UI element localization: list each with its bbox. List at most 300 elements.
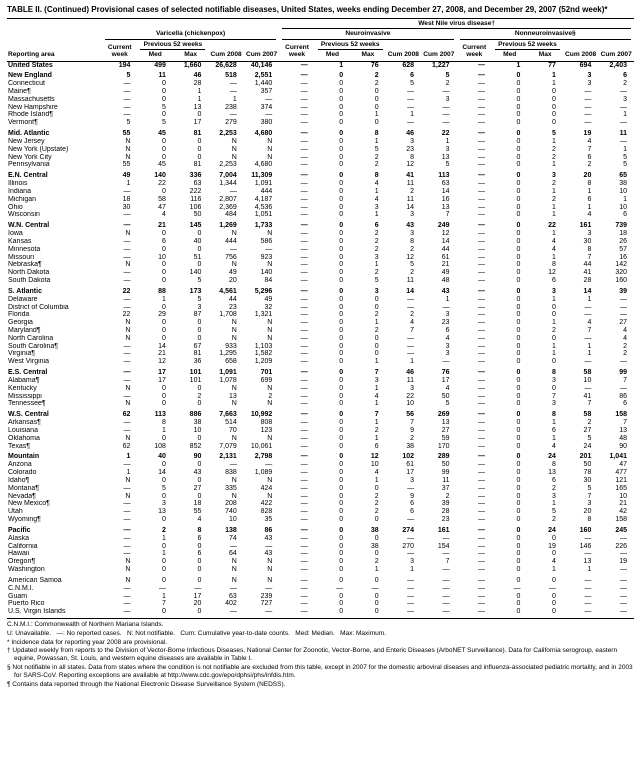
value-cell: 0 [162, 558, 166, 566]
value-cell: 0 [162, 576, 166, 584]
value-cell: — [123, 269, 131, 277]
value-cell: 14 [158, 342, 166, 350]
table-row [7, 350, 634, 358]
value-cell: — [265, 111, 273, 119]
value-cell: 808 [260, 419, 273, 427]
reporting-area-cell: Arizona [8, 461, 32, 469]
value-cell: 0 [339, 153, 344, 161]
value-cell: 14 [583, 287, 592, 295]
col-header-current-week: Current week [107, 43, 132, 59]
value-cell: 11,309 [251, 172, 273, 180]
value-cell: 1 [162, 295, 166, 303]
table-row [7, 435, 634, 443]
footnotes [7, 618, 634, 688]
value-cell: 2 [587, 161, 592, 169]
value-cell: 26,628 [208, 61, 243, 69]
value-cell: 0 [516, 277, 521, 285]
value-cell: N [125, 384, 131, 392]
reporting-area-cell: Texas¶ [8, 442, 31, 450]
table-row [7, 196, 634, 204]
value-cell: 0 [339, 342, 344, 350]
value-cell: 2,403 [598, 61, 634, 69]
value-cell: 0 [197, 261, 202, 269]
value-cell: 1 [551, 342, 556, 350]
value-cell: 0 [374, 534, 379, 542]
table-row [7, 450, 634, 461]
table-row [7, 96, 634, 104]
value-cell: 12 [548, 269, 556, 277]
value-cell: 0 [339, 187, 344, 195]
value-cell: 0 [162, 87, 166, 95]
reporting-area-cell: New York City [8, 153, 52, 161]
value-cell: 424 [260, 484, 273, 492]
value-cell: — [123, 534, 131, 542]
value-cell: 59 [441, 434, 450, 442]
value-cell: N [267, 566, 273, 574]
table-row [7, 146, 634, 154]
value-cell: 0 [516, 550, 521, 558]
value-cell: — [477, 584, 485, 592]
value-cell: — [477, 111, 485, 119]
value-cell: — [620, 534, 627, 542]
value-cell: 8 [410, 153, 415, 161]
reporting-area-cell: Rhode Island¶ [8, 111, 54, 119]
value-cell: 0 [162, 187, 166, 195]
value-cell: 0 [551, 103, 556, 111]
value-cell: 37 [441, 484, 450, 492]
value-cell: 0 [197, 476, 202, 484]
value-cell: 13 [158, 508, 166, 516]
value-cell: 1,269 [219, 222, 237, 230]
value-cell: 74 [229, 534, 237, 542]
value-cell: — [300, 526, 308, 534]
value-cell: — [477, 261, 485, 269]
value-cell: 0 [374, 608, 379, 616]
value-cell: 0 [374, 516, 379, 524]
value-cell: 0 [516, 369, 521, 377]
value-cell: — [300, 576, 308, 584]
value-cell: 165 [615, 484, 627, 492]
value-cell: 2 [587, 419, 592, 427]
value-cell: 0 [197, 492, 202, 500]
value-cell: 0 [339, 411, 344, 419]
value-cell: 1 [126, 453, 131, 461]
value-cell: 8 [587, 245, 592, 253]
value-cell: — [477, 277, 485, 285]
value-cell: 0 [339, 426, 344, 434]
value-cell: — [300, 453, 308, 461]
value-cell: — [123, 350, 131, 358]
value-cell: 249 [437, 222, 450, 230]
value-cell: 50 [583, 461, 592, 469]
table-body [7, 61, 634, 616]
value-cell: — [123, 500, 131, 508]
table-row [7, 69, 634, 80]
value-cell: 2 [410, 187, 415, 195]
value-cell: 0 [374, 334, 379, 342]
value-cell: — [442, 566, 450, 574]
value-cell: 7,663 [219, 411, 237, 419]
reporting-area-cell: Mountain [8, 453, 40, 461]
table-row [7, 358, 634, 366]
value-cell: 477 [615, 469, 627, 477]
value-cell: 2 [551, 516, 556, 524]
value-cell: 13 [548, 469, 556, 477]
value-cell: 1 [623, 195, 627, 203]
value-cell: 3 [551, 376, 556, 384]
value-cell: — [300, 476, 308, 484]
value-cell: — [300, 95, 308, 103]
value-cell: — [477, 161, 485, 169]
value-cell: 63 [193, 180, 202, 188]
value-cell: — [407, 119, 415, 127]
value-cell: 3 [587, 230, 592, 238]
table-row [7, 335, 634, 343]
value-cell: 28 [193, 80, 202, 88]
value-cell: — [123, 516, 131, 524]
table-row [7, 469, 634, 477]
table-row [7, 188, 634, 196]
value-cell: — [123, 369, 131, 377]
value-cell: 0 [374, 550, 379, 558]
value-cell: — [229, 608, 237, 616]
value-cell: 3 [445, 311, 450, 319]
value-cell: 0 [339, 376, 344, 384]
value-cell: 335 [225, 484, 237, 492]
value-cell: 8 [551, 261, 556, 269]
value-cell: N [231, 319, 237, 327]
value-cell: — [442, 550, 450, 558]
value-cell: — [229, 80, 237, 88]
value-cell: 11 [406, 195, 415, 203]
footnote-legend: U: Unavailable. —: No reported cases. N: Not notifiable. Cum: Cumulative year-to-date counts. Med: Median. Max: Maximum. [7, 629, 386, 637]
value-cell: 24 [583, 442, 592, 450]
value-cell: 2,807 [219, 195, 237, 203]
value-cell: — [477, 426, 485, 434]
table-row [7, 277, 634, 285]
value-cell: 3 [623, 95, 627, 103]
value-cell: 0 [516, 137, 521, 145]
value-cell: 8 [197, 526, 202, 534]
value-cell: — [477, 137, 485, 145]
value-cell: 65 [619, 172, 627, 180]
value-cell: 0 [374, 103, 379, 111]
value-cell: 2 [374, 500, 379, 508]
value-cell: 0 [339, 526, 344, 534]
value-cell: 5 [551, 130, 556, 138]
value-cell: — [300, 350, 308, 358]
table-row [7, 104, 634, 112]
reporting-area-cell: New Jersey [8, 137, 45, 145]
value-cell: 238 [225, 103, 237, 111]
value-cell: 1 [162, 534, 166, 542]
value-cell: — [442, 103, 450, 111]
value-cell: 1 [587, 566, 592, 574]
value-cell: 1 [197, 87, 202, 95]
reporting-area-cell: West Virginia [8, 358, 49, 366]
table-row [7, 319, 634, 327]
value-cell: 101 [189, 376, 202, 384]
value-cell: 1,321 [254, 311, 273, 319]
value-cell: — [407, 342, 415, 350]
value-cell: — [229, 245, 237, 253]
value-cell: 7 [623, 419, 627, 427]
value-cell: 0 [339, 550, 344, 558]
value-cell: 108 [154, 442, 166, 450]
value-cell: 0 [374, 295, 379, 303]
value-cell: 1 [374, 419, 379, 427]
value-cell: — [229, 187, 237, 195]
reporting-area-cell: District of Columbia [8, 303, 69, 311]
value-cell: 21 [619, 500, 627, 508]
value-cell: 36 [193, 358, 202, 366]
value-cell: 21 [158, 222, 166, 230]
reporting-area-cell: Puerto Rico [8, 600, 45, 608]
value-cell: — [477, 453, 485, 461]
table-row [7, 119, 634, 127]
reporting-area-cell: Virginia¶ [8, 350, 35, 358]
value-cell: — [477, 358, 485, 366]
value-cell: 5 [374, 277, 379, 285]
value-cell: 0 [516, 230, 521, 238]
reporting-area-cell: Arkansas¶ [8, 419, 41, 427]
value-cell: 5 [445, 72, 450, 80]
value-cell: — [620, 550, 627, 558]
table-row [7, 304, 634, 312]
value-cell: 0 [516, 608, 521, 616]
value-cell: 81 [193, 161, 202, 169]
value-cell: 0 [374, 119, 379, 127]
value-cell: 39 [619, 287, 627, 295]
value-cell: 0 [339, 534, 344, 542]
value-cell: 2,131 [219, 453, 237, 461]
value-cell: 1,089 [254, 469, 273, 477]
table-row [7, 543, 634, 551]
value-cell: — [194, 584, 202, 592]
value-cell: 1 [374, 319, 379, 327]
value-cell: 41 [406, 172, 415, 180]
value-cell: 0 [339, 434, 344, 442]
value-cell: — [300, 442, 308, 450]
value-cell: — [584, 550, 592, 558]
value-cell: — [407, 295, 415, 303]
value-cell: 0 [197, 137, 202, 145]
value-cell: 4 [587, 319, 592, 327]
value-cell: 3 [587, 80, 592, 88]
value-cell: 1 [623, 145, 627, 153]
value-cell: — [584, 119, 592, 127]
value-cell: 222 [189, 187, 202, 195]
value-cell: 81 [193, 130, 202, 138]
value-cell: — [477, 492, 485, 500]
value-cell: N [231, 400, 237, 408]
value-cell: 38 [370, 542, 379, 550]
value-cell: — [300, 172, 308, 180]
value-cell: 10 [229, 516, 237, 524]
value-cell: N [231, 434, 237, 442]
value-cell: N [231, 566, 237, 574]
value-cell: 0 [162, 319, 166, 327]
value-cell: 0 [339, 542, 344, 550]
table-row [7, 419, 634, 427]
value-cell: 357 [260, 87, 273, 95]
value-cell: — [300, 261, 308, 269]
value-cell: — [477, 287, 485, 295]
value-cell: — [300, 358, 308, 366]
reporting-area-cell: Nevada¶ [8, 492, 36, 500]
value-cell: N [125, 492, 131, 500]
value-cell: 0 [516, 350, 521, 358]
value-cell: 2 [410, 245, 415, 253]
value-cell: N [125, 576, 131, 584]
value-cell: 0 [162, 384, 166, 392]
value-cell: — [620, 576, 627, 584]
value-cell: 2 [445, 80, 450, 88]
value-cell: — [123, 484, 131, 492]
value-cell: 3 [410, 137, 415, 145]
col-header-cum-2008: Cum 2008 [565, 51, 597, 59]
value-cell: 38 [406, 442, 415, 450]
value-cell: 0 [551, 95, 556, 103]
value-cell: 1,091 [219, 369, 237, 377]
value-cell: — [477, 303, 485, 311]
value-cell: 0 [197, 245, 202, 253]
col-header-cum-2008: Cum 2008 [387, 51, 419, 59]
table-row [7, 566, 634, 574]
value-cell: 0 [339, 461, 344, 469]
value-cell: 0 [162, 434, 166, 442]
value-cell: 40,146 [244, 61, 279, 69]
value-cell: 6 [410, 500, 415, 508]
value-cell: 138 [225, 526, 237, 534]
value-cell: — [584, 608, 592, 616]
value-cell: 0 [162, 95, 166, 103]
value-cell: N [125, 566, 131, 574]
value-cell: — [477, 187, 485, 195]
value-cell: 77 [527, 61, 562, 69]
reporting-area-cell: New Hampshire [8, 103, 58, 111]
value-cell: — [620, 566, 627, 574]
value-cell: 58 [583, 369, 592, 377]
value-cell: 0 [162, 334, 166, 342]
value-cell: N [231, 476, 237, 484]
value-cell: 0 [162, 269, 166, 277]
value-cell: 3 [410, 558, 415, 566]
value-cell: — [442, 584, 450, 592]
table-row [7, 61, 634, 69]
value-cell: — [300, 426, 308, 434]
nonneuroinvasive-group-label: Nonneuroinvasive§ [460, 30, 631, 39]
header-row-wnv [7, 19, 634, 30]
reporting-area-cell: Oklahoma [8, 434, 40, 442]
value-cell: 3 [587, 72, 592, 80]
value-cell: 10 [406, 400, 415, 408]
value-cell: 518 [225, 72, 237, 80]
value-cell: 8 [551, 461, 556, 469]
value-cell: 320 [615, 269, 627, 277]
value-cell: — [620, 295, 627, 303]
reporting-area-cell: Indiana [8, 187, 31, 195]
value-cell: 4 [623, 334, 627, 342]
value-cell: 0 [339, 180, 344, 188]
value-cell: — [407, 350, 415, 358]
value-cell: 2 [551, 180, 556, 188]
value-cell: 0 [197, 434, 202, 442]
value-cell: 0 [516, 492, 521, 500]
value-cell: 1 [551, 566, 556, 574]
value-cell: 0 [339, 87, 344, 95]
reporting-area-cell: Montana¶ [8, 484, 40, 492]
value-cell: 0 [516, 311, 521, 319]
value-cell: — [477, 95, 485, 103]
value-cell: 0 [339, 358, 344, 366]
value-cell: 0 [339, 476, 344, 484]
value-cell: 0 [516, 103, 521, 111]
value-cell: — [407, 584, 415, 592]
value-cell: 484 [225, 211, 237, 219]
value-cell: 7 [587, 400, 592, 408]
value-cell: 1,708 [219, 311, 237, 319]
value-cell: 0 [374, 342, 379, 350]
value-cell: 0 [339, 508, 344, 516]
value-cell: 0 [551, 303, 556, 311]
value-cell: — [300, 269, 308, 277]
col-header-previous-52-weeks [315, 40, 386, 50]
table-row [7, 574, 634, 585]
value-cell: — [300, 534, 308, 542]
value-cell: 45 [158, 161, 166, 169]
value-cell: 1 [410, 111, 415, 119]
value-cell: 16 [619, 253, 627, 261]
table-row [7, 516, 634, 524]
value-cell: 49 [122, 172, 131, 180]
value-cell: — [620, 119, 627, 127]
value-cell: 4 [374, 469, 379, 477]
value-cell: 5 [587, 434, 592, 442]
table-row [7, 127, 634, 138]
value-cell: — [123, 600, 131, 608]
value-cell: 140 [154, 172, 166, 180]
value-cell: 2 [374, 245, 379, 253]
reporting-area-cell: W.S. Central [8, 411, 49, 419]
value-cell: — [300, 287, 308, 295]
value-cell: 90 [619, 442, 627, 450]
value-cell: 2 [374, 153, 379, 161]
value-cell: 63 [441, 180, 450, 188]
value-cell: 0 [339, 277, 344, 285]
value-cell: 0 [197, 576, 202, 584]
table-row [7, 88, 634, 96]
value-cell: 7,079 [219, 442, 237, 450]
value-cell: 101 [189, 369, 202, 377]
value-cell: 23 [441, 319, 450, 327]
value-cell: 121 [615, 476, 627, 484]
value-cell: 0 [162, 516, 166, 524]
value-cell: 0 [339, 253, 344, 261]
value-cell: — [300, 222, 308, 230]
value-cell: 6 [551, 277, 556, 285]
value-cell: — [477, 253, 485, 261]
value-cell: 2 [197, 392, 202, 400]
value-cell: 7 [445, 211, 450, 219]
value-cell: 2 [410, 434, 415, 442]
value-cell: 6 [551, 476, 556, 484]
value-cell: — [123, 508, 131, 516]
value-cell: — [300, 558, 308, 566]
value-cell: 1,582 [254, 350, 273, 358]
value-cell: N [125, 434, 131, 442]
reporting-area-cell: South Dakota [8, 277, 51, 285]
